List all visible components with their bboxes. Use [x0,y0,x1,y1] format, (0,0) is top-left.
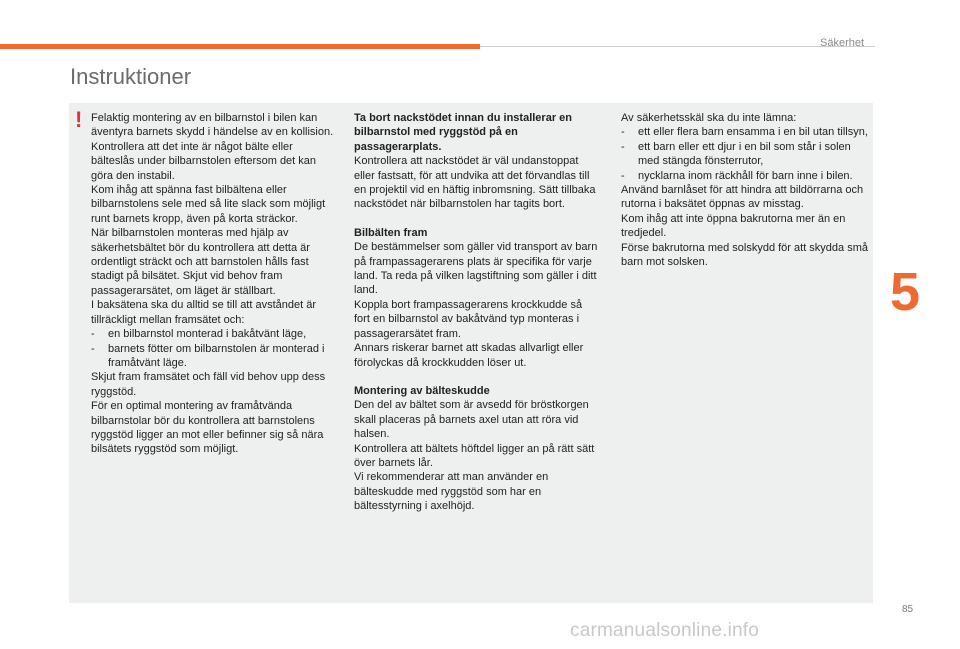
paragraph: Kontrollera att bältets höftdel ligger an på rätt sätt över barnets lår. [354,442,595,469]
paragraph: Felaktig montering av en bilbarnstol i bilen kan äventyra barnets skydd i händelse av en kollision. [91,112,334,139]
column-warning [91,111,335,457]
paragraph: Kom ihåg att spänna fast bilbältena eller bilbarnstolens sele med så lite slack som möjligt runt barnets kropp, även på korta sträckor. [91,184,326,225]
paragraph: Kontrollera att det inte är något bälte eller bälteslås under bilbarnstolen eftersom det kan göra den instabil. [91,140,317,182]
column-instructions [354,111,600,528]
block-title: Montering av bälteskudde [354,384,490,397]
list-item: - nycklarna inom räckhåll för barn inne i bilen. [621,169,853,182]
list-item: - ett eller flera barn ensamma i en bil utan tillsyn, [621,126,868,139]
paragraph: När bilbarnstolen monteras med hjälp av säkerhetsbältet bör du kontrollera att detta är ordentligt sträckt och att barnstolen hålls fast stadigt på bilsätet. Skjut vid behov fram passagerarsätet, om läget är ställbart. [91,227,310,297]
paragraph: För en optimal montering av framåtvända bilbarnstolar bör du kontrollera att barnstolens ryggstöd ligger an mot eller befinner sig så nära bilsätets ryggstöd som möjligt. [91,400,324,456]
warning-icon: ! [75,107,83,132]
section-label: Säkerhet [820,37,865,49]
list-dash: - [91,342,95,355]
paragraph: Kontrollera att nackstödet är väl undanstoppat eller fastsatt, för att undvika att det förvandlas till en projektil vid en häftig inbromsning. Sätt tillbaka nackstödet när bilbarnstolen har tagits bort. [354,155,596,211]
page-number: 85 [902,604,914,615]
paragraph: Skjut fram framsätet och fäll vid behov upp dess ryggstöd. [91,371,326,398]
list-dash: - [621,140,625,153]
paragraph: Den del av bältet som är avsedd för bröstkorgen skall placeras på barnets axel utan att röra vid halsen. [354,399,589,441]
paragraph: I baksätena ska du alltid se till att avståndet är tillräckligt mellan framsätet och: [91,299,317,326]
list-dash: - [621,169,625,182]
paragraph: Vi rekommenderar att man använder en bälteskudde med ryggstöd som har en bältesstyrning i axelhöjd. [354,471,549,513]
booster-block [354,384,600,514]
page-title: Instruktioner [70,64,192,89]
paragraph: De bestämmelser som gäller vid transport av barn på frampassagerarens plats är specifika för varje land. Ta reda på vilken lagstiftning som gäller i ditt land. [354,241,598,297]
paragraph: Förse bakrutorna med solskydd för att skydda små barn mot solsken. [621,241,868,269]
list-item: - en bilbarnstol monterad i bakåtvänt läge, [91,328,307,341]
block-title: Bilbälten fram [354,226,428,239]
header-rule [480,46,875,47]
watermark: carmanualsonline.info [570,620,760,641]
content-panel [69,103,873,603]
list-dash: - [91,328,95,341]
paragraph: Annars riskerar barnet att skadas allvarligt eller förolyckas då krockkudden löser ut. [354,342,584,369]
paragraph: Använd barnlåset för att hindra att bildörrarna och rutorna i baksätet öppnas av misstag. [621,184,864,211]
list-item: - barnets fötter om bilbarnstolen är monterad i framåtvänt läge. [91,342,325,369]
column-safety [621,111,871,269]
headrest-block [354,111,600,212]
chapter-number: 5 [890,262,921,322]
block-title: Ta bort nackstödet innan du installerar en bilbarnstol med ryggstöd på en passagerarplats. [354,112,573,153]
list-dash: - [621,126,625,139]
paragraph: Kom ihåg att inte öppna bakrutorna mer än en tredjedel. [621,212,846,240]
header-accent-bar [0,44,480,49]
front-belts-block [354,226,600,370]
paragraph: Av säkerhetsskäl ska du inte lämna: [621,112,797,124]
list-item: - ett barn eller ett djur i en bil som står i solen med stängda fönsterrutor, [621,140,851,168]
paragraph: Koppla bort frampassagerarens krockkudde så fort en bilbarnstol av bakåtvänd typ monteras i passagerarsätet fram. [354,298,583,340]
